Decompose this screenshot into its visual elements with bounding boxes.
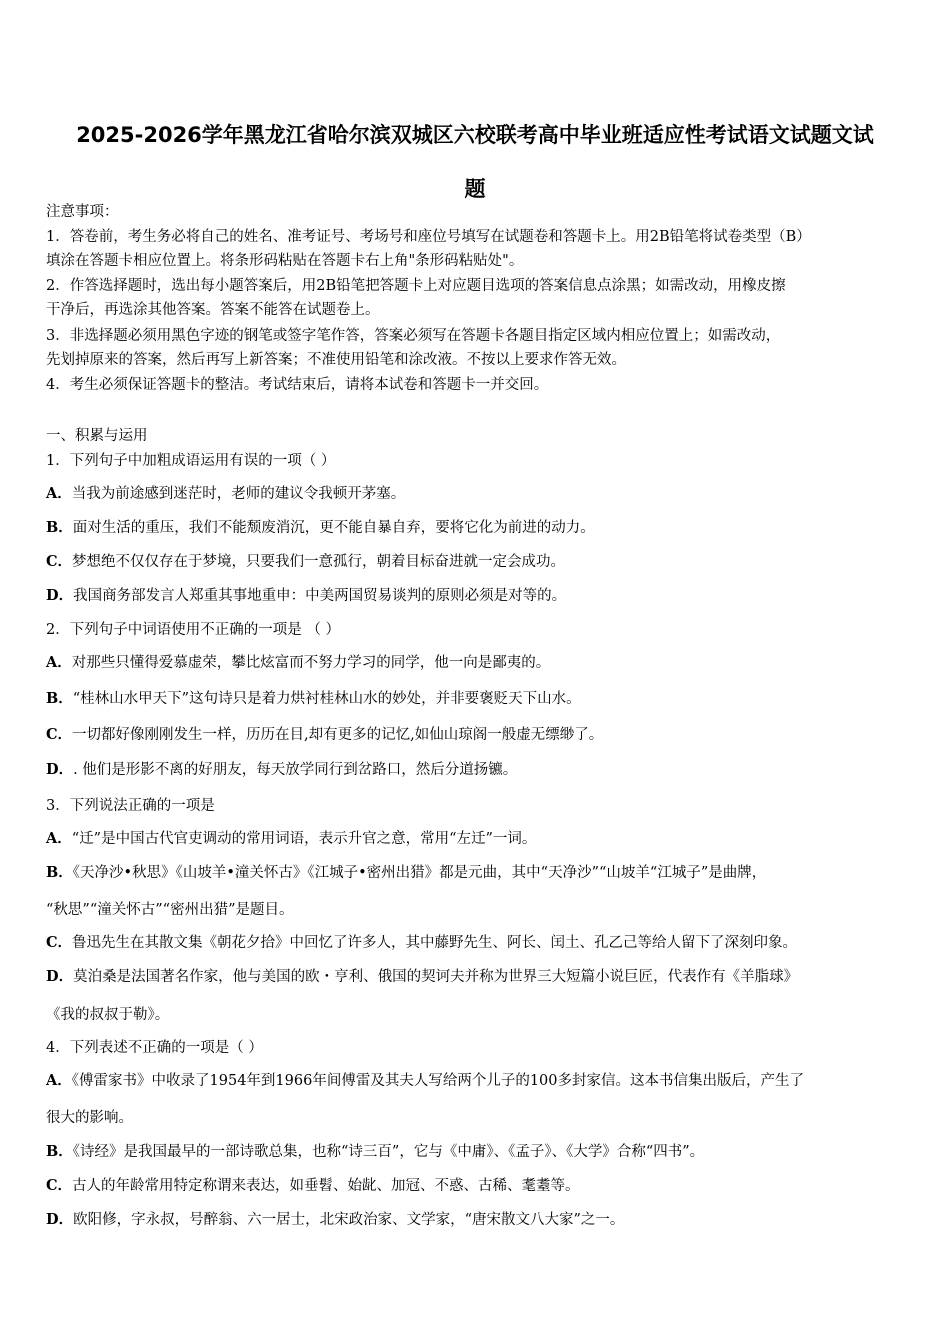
- question-2-stem: 2．下列句子中词语使用不正确的一项是 （ ）: [46, 622, 340, 638]
- q2-option-d: [46, 760, 910, 780]
- option-letter: D．: [46, 1211, 74, 1228]
- option-letter: C．: [46, 726, 73, 743]
- question-3-stem: 3．下列说法正确的一项是: [46, 798, 215, 814]
- option-letter: D．: [46, 761, 74, 778]
- option-letter: C．: [46, 553, 73, 570]
- notice-line: 1．答卷前，考生务必将自己的姓名、准考证号、考场号和座位号填写在试题卷和答题卡上。用2B铅笔将试卷类型（B）: [46, 229, 811, 245]
- q1-option-d: [46, 586, 910, 606]
- notice-line: 先划掉原来的答案，然后再写上新答案；不准使用铅笔和涂改液。不按以上要求作答无效。: [46, 352, 626, 368]
- notice-line: 干净后，再选涂其他答案。答案不能答在试题卷上。: [46, 302, 380, 318]
- option-letter: C．: [46, 934, 73, 951]
- option-text: 一切都好像刚刚发生一样，历历在目,却有更多的记忆,如仙山琼阁一般虚无缥缈了。: [72, 727, 604, 743]
- option-text: “桂林山水甲天下”这句诗只是着力烘衬桂林山水的妙处，并非要褒贬天下山水。: [72, 691, 581, 707]
- option-letter: A．: [46, 485, 72, 502]
- option-text: “迁”是中国古代官吏调动的常用词语，表示升官之意，常用“左迁”一词。: [71, 831, 537, 847]
- option-letter: A．: [46, 1072, 72, 1089]
- option-text: 莫泊桑是法国著名作家，他与美国的欧・亨利、俄国的契诃夫并称为世界三大短篇小说巨匠，代表作有《羊脂球》: [73, 969, 799, 985]
- question-4-stem: 4．下列表述不正确的一项是（ ）: [46, 1040, 263, 1056]
- q1-option-c: [46, 552, 910, 572]
- option-text: . 他们是形影不离的好朋友，每天放学同行到岔路口，然后分道扬镳。: [73, 762, 518, 778]
- q2-option-a: [46, 653, 910, 673]
- q4-option-a: [46, 1071, 910, 1091]
- option-text: 面对生活的重压，我们不能颓废消沉，更不能自暴自弃，要将它化为前进的动力。: [72, 520, 595, 536]
- option-text: 对那些只懂得爱慕虚荣，攀比炫富而不努力学习的同学，他一向是鄙夷的。: [71, 655, 551, 671]
- option-text: 古人的年龄常用特定称谓来表达，如垂髫、始龀、加冠、不惑、古稀、耄耋等。: [72, 1178, 580, 1194]
- q4-option-c: [46, 1176, 910, 1196]
- notice-heading: 注意事项：: [46, 204, 119, 220]
- option-letter: D．: [46, 968, 74, 985]
- option-letter: B．: [46, 519, 73, 536]
- title-line-1: 2025-2026学年黑龙江省哈尔滨双城区六校联考高中毕业班适应性考试语文试题文试: [76, 123, 874, 147]
- q3-option-d-continued: 《我的叔叔于勒》。: [46, 1007, 170, 1023]
- q4-option-b: [46, 1142, 910, 1162]
- option-letter: A．: [46, 830, 72, 847]
- notice-line: 3．非选择题必须用黑色字迹的钢笔或签字笔作答，答案必须写在答题卡各题目指定区域内相应位置上；如需改动，: [46, 328, 781, 344]
- option-text: 《傅雷家书》中收录了1954年到1966年间傅雷及其夫人写给两个儿子的100多封家信。这本书信集出版后，产生了: [71, 1073, 804, 1089]
- q2-option-b: [46, 689, 910, 709]
- q2-option-c: [46, 725, 910, 745]
- option-text: 当我为前途感到迷茫时，老师的建议令我顿开茅塞。: [71, 486, 406, 502]
- q4-option-a-continued: 很大的影响。: [46, 1110, 133, 1126]
- option-letter: B．: [46, 1143, 73, 1160]
- option-text: 鲁迅先生在其散文集《朝花夕拾》中回忆了许多人，其中藤野先生、阿长、闰土、孔乙己等给人留下了深刻印象。: [72, 935, 798, 951]
- q4-option-d: [46, 1210, 910, 1230]
- question-1-stem: 1．下列句子中加粗成语运用有误的一项（ ）: [46, 453, 336, 469]
- option-text: 欧阳修，字永叔，号醉翁、六一居士，北宋政治家、文学家，“唐宋散文八大家”之一。: [73, 1212, 625, 1228]
- option-letter: B．: [46, 690, 73, 707]
- notice-line: 填涂在答题卡相应位置上。将条形码粘贴在答题卡右上角"条形码粘贴处"。: [46, 253, 524, 269]
- document-title: [30, 108, 920, 216]
- q3-option-a: [46, 829, 910, 849]
- notice-line: 4．考生必须保证答题卡的整洁。考试结束后，请将本试卷和答题卡一并交回。: [46, 377, 549, 393]
- option-letter: C．: [46, 1177, 73, 1194]
- q3-option-c: [46, 933, 910, 953]
- q3-option-b: [46, 863, 910, 883]
- option-text: 《诗经》是我国最早的一部诗歌总集，也称“诗三百”，它与《中庸》、《孟子》、《大学》合称“四书”。: [72, 1144, 705, 1160]
- title-line-2: 题: [464, 177, 486, 201]
- option-letter: B．: [46, 864, 73, 881]
- option-text: 梦想绝不仅仅存在于梦境，只要我们一意孤行，朝着目标奋进就一定会成功。: [72, 554, 566, 570]
- option-letter: D．: [46, 587, 74, 604]
- q1-option-a: [46, 484, 910, 504]
- option-text: 《天净沙•秋思》《山坡羊•潼关怀古》《江城子•密州出猎》都是元曲，其中“天净沙”“山坡羊“江城子”是曲牌，: [72, 865, 767, 881]
- option-letter: A．: [46, 654, 72, 671]
- q3-option-b-continued: “秋思”“潼关怀古”“密州出猎”是题目。: [46, 902, 294, 918]
- notice-line: 2．作答选择题时，选出每小题答案后，用2B铅笔把答题卡上对应题目选项的答案信息点涂黑；如需改动，用橡皮擦: [46, 278, 786, 294]
- option-text: 我国商务部发言人郑重其事地重申：中美两国贸易谈判的原则必须是对等的。: [73, 588, 567, 604]
- q1-option-b: [46, 518, 910, 538]
- q3-option-d: [46, 967, 910, 987]
- section-heading: 一、积累与运用: [46, 428, 148, 444]
